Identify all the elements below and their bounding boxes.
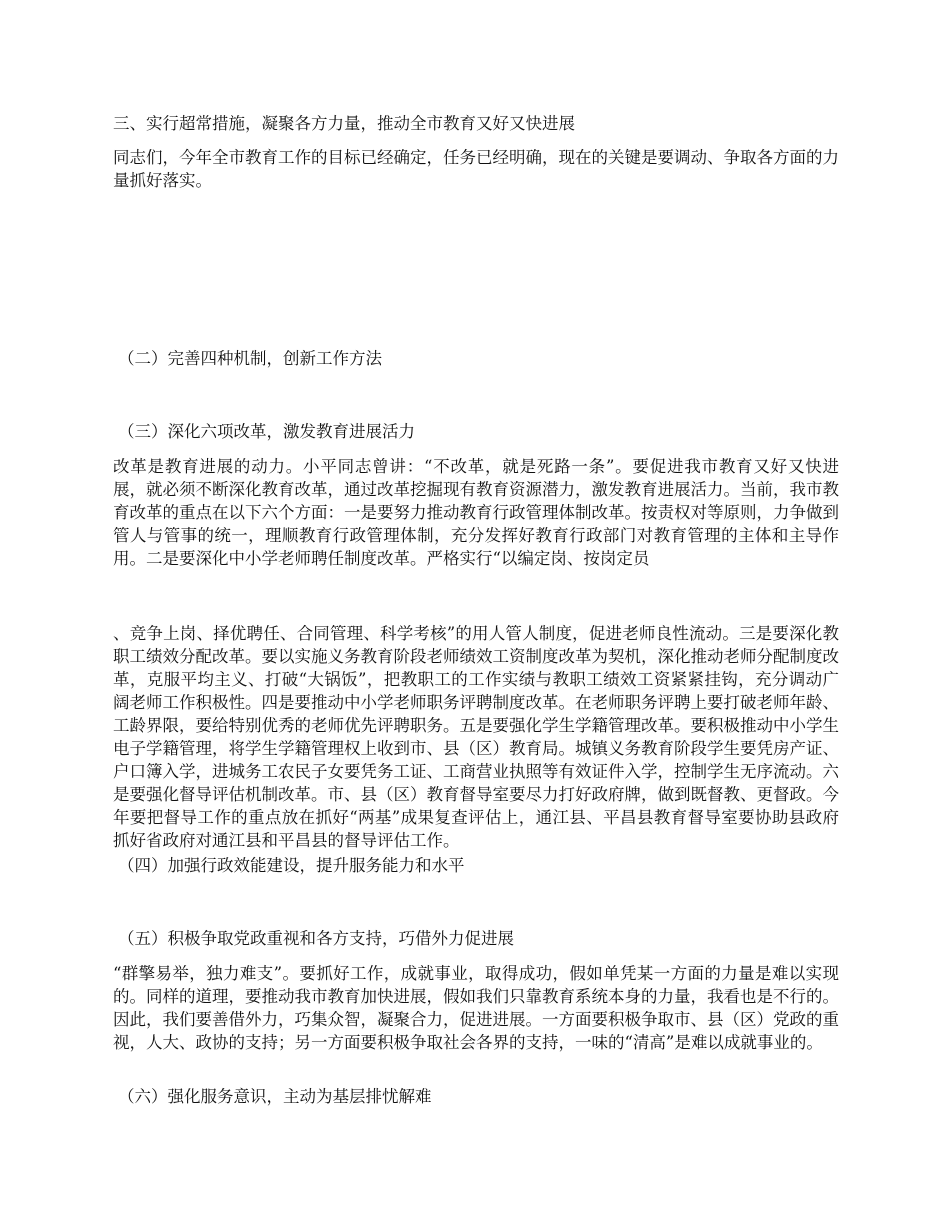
section-heading: 三、实行超常措施，凝聚各方力量，推动全市教育又好又快进展 — [113, 114, 575, 133]
subsection-heading-support: （五）积极争取党政重视和各方支持，巧借外力促进展 — [118, 929, 514, 948]
subsection-heading-efficiency: （四）加强行政效能建设，提升服务能力和水平 — [118, 856, 465, 875]
subsection-heading-reforms: （三）深化六项改革，激发教育进展活力 — [118, 422, 415, 441]
reform-paragraph-continued: 、竞争上岗、择优聘任、合同管理、科学考核”的用人管人制度，促进老师良性流动。三是要深化教职工绩效分配改革。要以实施义务教育阶段老师绩效工资制度改革为契机，深化推动老师分配制度改革，克服平均主义、打破“大锅饭”，把教职工的工作实绩与教职工绩效工资紧紧挂钩，充分调动广阔老师工作积极性。四是要推动中小学老师职务评聘制度改革。在老师职务评聘上要打破老师年龄、工龄界限，要给特别优秀的老师优先评聘职务。五是要强化学生学籍管理改革。要积极推动中小学生电子学籍管理，将学生学籍管理权上收到市、县（区）教育局。城镇义务教育阶段学生要凭房产证、户口簿入学，进城务工农民子女要凭务工证、工商营业执照等有效证件入学，控制学生无序流动。六是要强化督导评估机制改革。市、县（区）教育督导室要尽力打好政府牌，做到既督教、更督政。今年要把督导工作的重点放在抓好“两基”成果复查评估上，通江县、平昌县教育督导室要协助县政府抓好省政府对通江县和平昌县的督导评估工作。 — [113, 624, 839, 850]
subsection-heading-mechanisms: （二）完善四种机制，创新工作方法 — [118, 349, 382, 368]
support-paragraph: “群擎易举，独力难支”。要抓好工作，成就事业，取得成功，假如单凭某一方面的力量是难以实现的。同样的道理，要推动我市教育加快进展，假如我们只靠教育系统本身的力量，我看也是不行的。因此，我们要善借外力，巧集众智，凝聚合力，促进进展。一方面要积极争取市、县（区）党政的重视，人大、政协的支持；另一方面要积极争取社会各界的支持，一味的“清高”是难以成就事业的。 — [113, 964, 839, 1052]
reform-paragraph: 改革是教育进展的动力。小平同志曾讲：“不改革，就是死路一条”。要促进我市教育又好又快进展，就必须不断深化教育改革，通过改革挖掘现有教育资源潜力，激发教育进展活力。当前，我市教育改革的重点在以下六个方面：一是要努力推动教育行政管理体制改革。按责权对等原则，力争做到管人与管事的统一，理顺教育行政管理体制，充分发挥好教育行政部门对教育管理的主体和主导作用。二是要深化中小学老师聘任制度改革。严格实行“以编定岗、按岗定员 — [113, 457, 839, 568]
subsection-heading-service: （六）强化服务意识，主动为基层排忧解难 — [118, 1087, 432, 1106]
intro-paragraph: 同志们，今年全市教育工作的目标已经确定，任务已经明确，现在的关键是要调动、争取各方面的力量抓好落实。 — [113, 148, 839, 190]
